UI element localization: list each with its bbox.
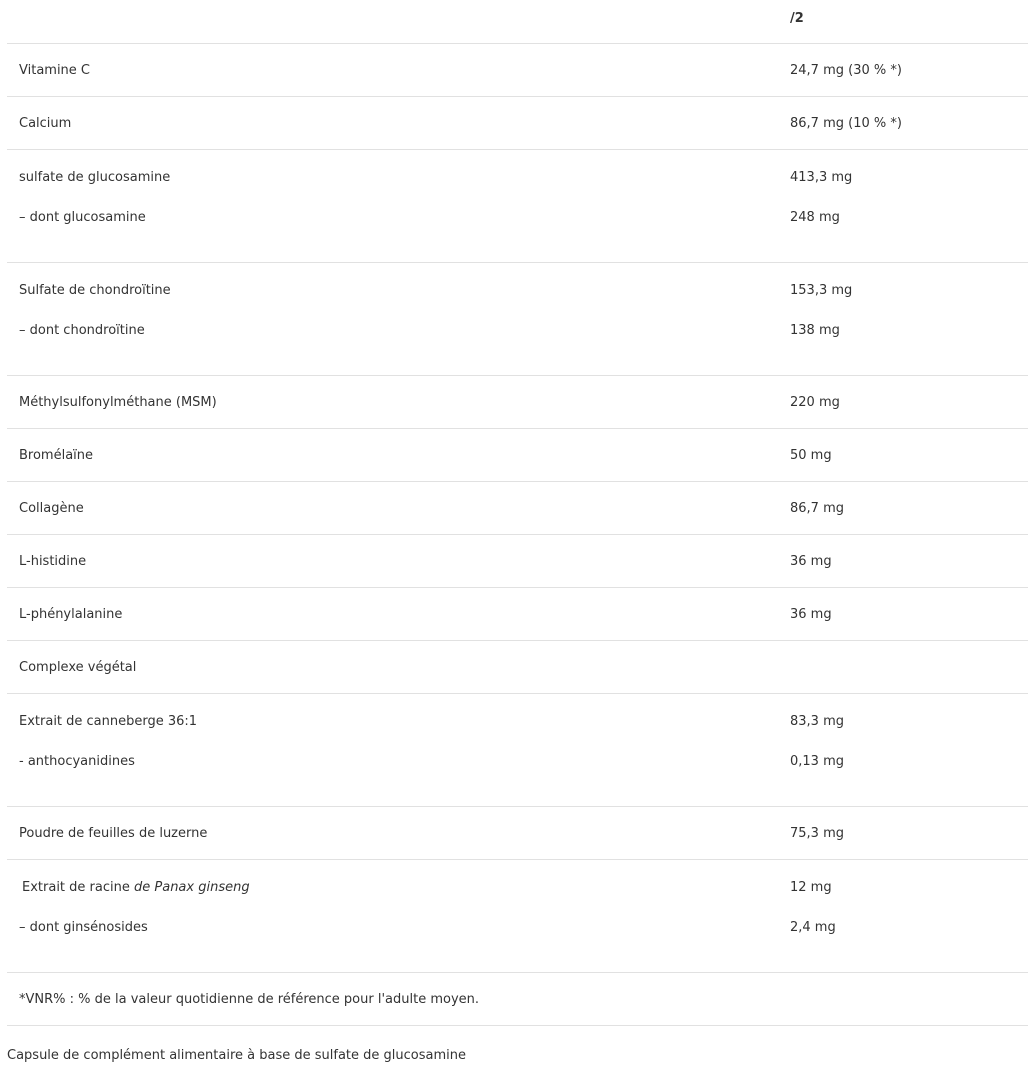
- table-row: [7, 694, 1028, 807]
- table-row: [7, 588, 1028, 641]
- nutrient-value: 86,7 mg (10 % *): [790, 115, 902, 131]
- nutrient-name: L-histidine: [19, 553, 87, 569]
- nutrient-value: 36 mg: [790, 553, 832, 569]
- table-row: [7, 376, 1028, 429]
- nutrient-value: 153,3 mg: [790, 283, 853, 298]
- nutrient-value: 12 mg: [790, 880, 832, 895]
- nutrient-name: L-phénylalanine: [19, 606, 123, 622]
- nutrient-sub-name: – dont glucosamine: [19, 210, 146, 225]
- table-row: [7, 429, 1028, 482]
- nutrient-name: Poudre de feuilles de luzerne: [19, 825, 208, 841]
- nutrient-sub-name: – dont chondroïtine: [19, 323, 145, 338]
- nutrient-name: Bromélaïne: [19, 447, 94, 463]
- nutrient-value: 86,7 mg: [790, 500, 844, 516]
- nutrient-name: Complexe végétal: [19, 659, 137, 675]
- nutrient-name: Sulfate de chondroïtine: [19, 283, 171, 298]
- table-row: [7, 535, 1028, 588]
- table-row: [7, 482, 1028, 535]
- nutrient-name-prefix: Extrait de racine: [22, 880, 130, 895]
- table-row: [7, 150, 1028, 263]
- nutrient-sub-value: 2,4 mg: [790, 920, 836, 935]
- table-row: [7, 807, 1028, 860]
- table-row: [7, 641, 1028, 694]
- nutrient-name: sulfate de glucosamine: [19, 170, 171, 185]
- nutrient-value: 83,3 mg: [790, 714, 844, 729]
- nutrient-sub-name: – dont ginsénosides: [19, 920, 148, 935]
- nutrient-value: 24,7 mg (30 % *): [790, 62, 902, 78]
- nutrient-name-italic: de Panax ginseng: [134, 880, 250, 895]
- nutrient-sub-value: 0,13 mg: [790, 754, 844, 769]
- table-row: [7, 44, 1028, 97]
- table-row: [7, 860, 1028, 973]
- nutrient-name: Calcium: [19, 115, 72, 131]
- nutrient-name: Vitamine C: [19, 62, 91, 78]
- header-value-cell: [790, 10, 1028, 26]
- footnote-row: [7, 973, 1028, 1026]
- nutrient-name: [19, 880, 790, 895]
- nutrient-value: [790, 660, 1028, 675]
- product-caption: Capsule de complément alimentaire à base de sulfate de glucosamine: [7, 1048, 466, 1063]
- nutrient-value: 75,3 mg: [790, 825, 844, 841]
- nutrient-value: 50 mg: [790, 447, 832, 463]
- nutrient-value: 413,3 mg: [790, 170, 853, 185]
- table-header-row: [7, 0, 1028, 44]
- nutrient-name: Méthylsulfonylméthane (MSM): [19, 394, 217, 410]
- serving-label: /2: [790, 10, 804, 26]
- nutrient-name: Collagène: [19, 500, 84, 516]
- table-row: [7, 97, 1028, 150]
- nutrient-value: 220 mg: [790, 394, 840, 410]
- nutrient-sub-name: - anthocyanidines: [19, 754, 135, 769]
- nutrient-sub-value: 138 mg: [790, 323, 840, 338]
- table-row: [7, 263, 1028, 376]
- nutrient-value: 36 mg: [790, 606, 832, 622]
- nutrient-name: Extrait de canneberge 36:1: [19, 714, 198, 729]
- nutrition-table: [7, 0, 1028, 1026]
- nutrient-sub-value: 248 mg: [790, 210, 840, 225]
- footnote: *VNR% : % de la valeur quotidienne de référence pour l'adulte moyen.: [19, 991, 480, 1007]
